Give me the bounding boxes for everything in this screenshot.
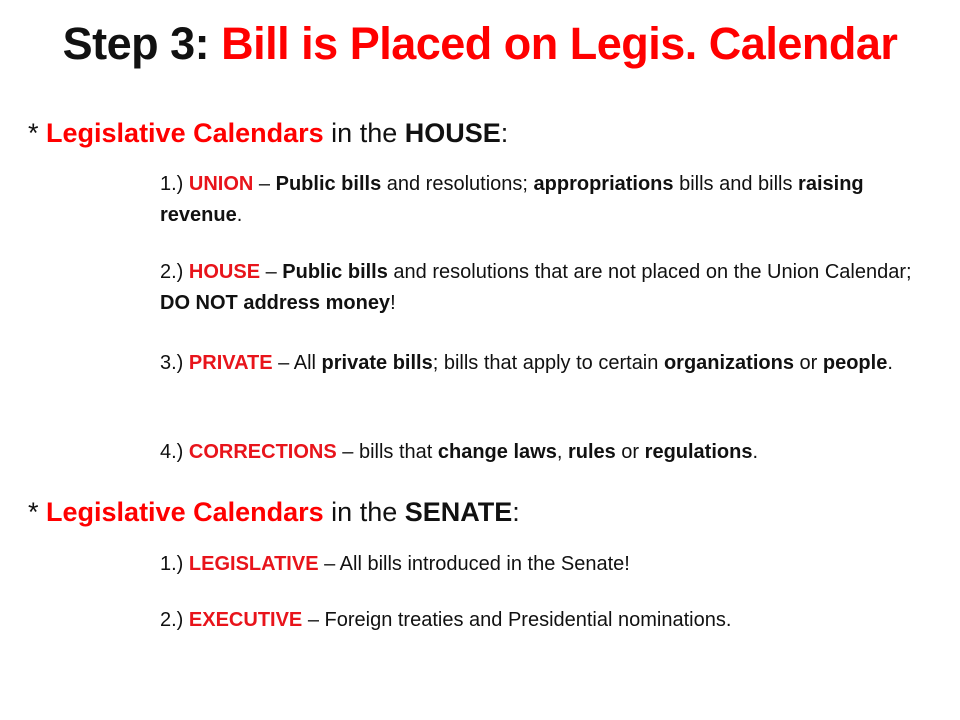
item-number: 2.) — [160, 261, 184, 283]
item-text: raising revenue — [160, 173, 864, 226]
item-text: – Foreign treaties and Presidential nominations. — [302, 609, 732, 631]
item-number: 3.) — [160, 352, 184, 374]
heading-colon: : — [512, 497, 520, 527]
item-text: and resolutions that are not placed on the Union Calendar; — [387, 261, 912, 283]
item-text: . — [236, 204, 243, 226]
item-text: – All — [272, 352, 322, 374]
item-text: – bills that — [336, 441, 438, 463]
heading-middle: in the — [331, 497, 398, 527]
calendar-name: PRIVATE — [188, 352, 273, 374]
slide-title — [0, 18, 960, 70]
title-prefix: Step 3: — [62, 18, 210, 69]
item-text: rules — [567, 441, 616, 463]
bullet-marker: * — [28, 118, 39, 148]
senate-heading — [28, 497, 520, 528]
calendar-name: EXECUTIVE — [188, 609, 303, 631]
item-text: people — [822, 352, 888, 374]
item-number: 1.) — [160, 173, 184, 195]
item-text: and resolutions; — [381, 173, 534, 195]
item-text: – All bills introduced in the Senate! — [318, 553, 630, 575]
calendar-name: CORRECTIONS — [188, 441, 337, 463]
item-text: , — [556, 441, 568, 463]
item-text: Public bills — [282, 261, 388, 283]
senate-item-legislative — [160, 549, 930, 580]
heading-middle: in the — [331, 118, 398, 148]
item-text: – — [260, 261, 283, 283]
item-number: 2.) — [160, 609, 184, 631]
item-text: private bills — [321, 352, 433, 374]
item-text: change laws — [437, 441, 557, 463]
bullet-marker: * — [28, 497, 39, 527]
item-text: ! — [390, 292, 396, 314]
calendar-name: HOUSE — [188, 261, 261, 283]
calendar-name: UNION — [188, 173, 254, 195]
item-text: or — [793, 352, 823, 374]
calendar-name: LEGISLATIVE — [188, 553, 319, 575]
calendars-label: Legislative Calendars — [46, 497, 324, 527]
senate-item-executive — [160, 605, 930, 636]
house-item-corrections — [160, 437, 930, 468]
item-number: 4.) — [160, 441, 184, 463]
chamber-name: HOUSE — [404, 118, 501, 148]
item-number: 1.) — [160, 553, 184, 575]
heading-colon: : — [500, 118, 509, 148]
item-text: ; bills that apply to certain — [432, 352, 664, 374]
item-text: regulations — [644, 441, 753, 463]
house-item-house — [160, 257, 930, 319]
house-heading — [28, 118, 508, 149]
chamber-name: SENATE — [404, 497, 513, 527]
title-main: Bill is Placed on Legis. Calendar — [221, 18, 898, 69]
item-text: appropriations — [533, 173, 674, 195]
item-text: bills and bills — [673, 173, 799, 195]
item-text: Public bills — [275, 173, 382, 195]
item-text: . — [887, 352, 893, 374]
item-text: DO NOT address money — [160, 292, 391, 314]
item-text: – — [253, 173, 276, 195]
item-text: or — [615, 441, 645, 463]
house-item-union — [160, 169, 930, 231]
calendars-label: Legislative Calendars — [46, 118, 324, 148]
item-text: organizations — [663, 352, 794, 374]
item-text: . — [752, 441, 759, 463]
house-item-private — [160, 348, 930, 379]
